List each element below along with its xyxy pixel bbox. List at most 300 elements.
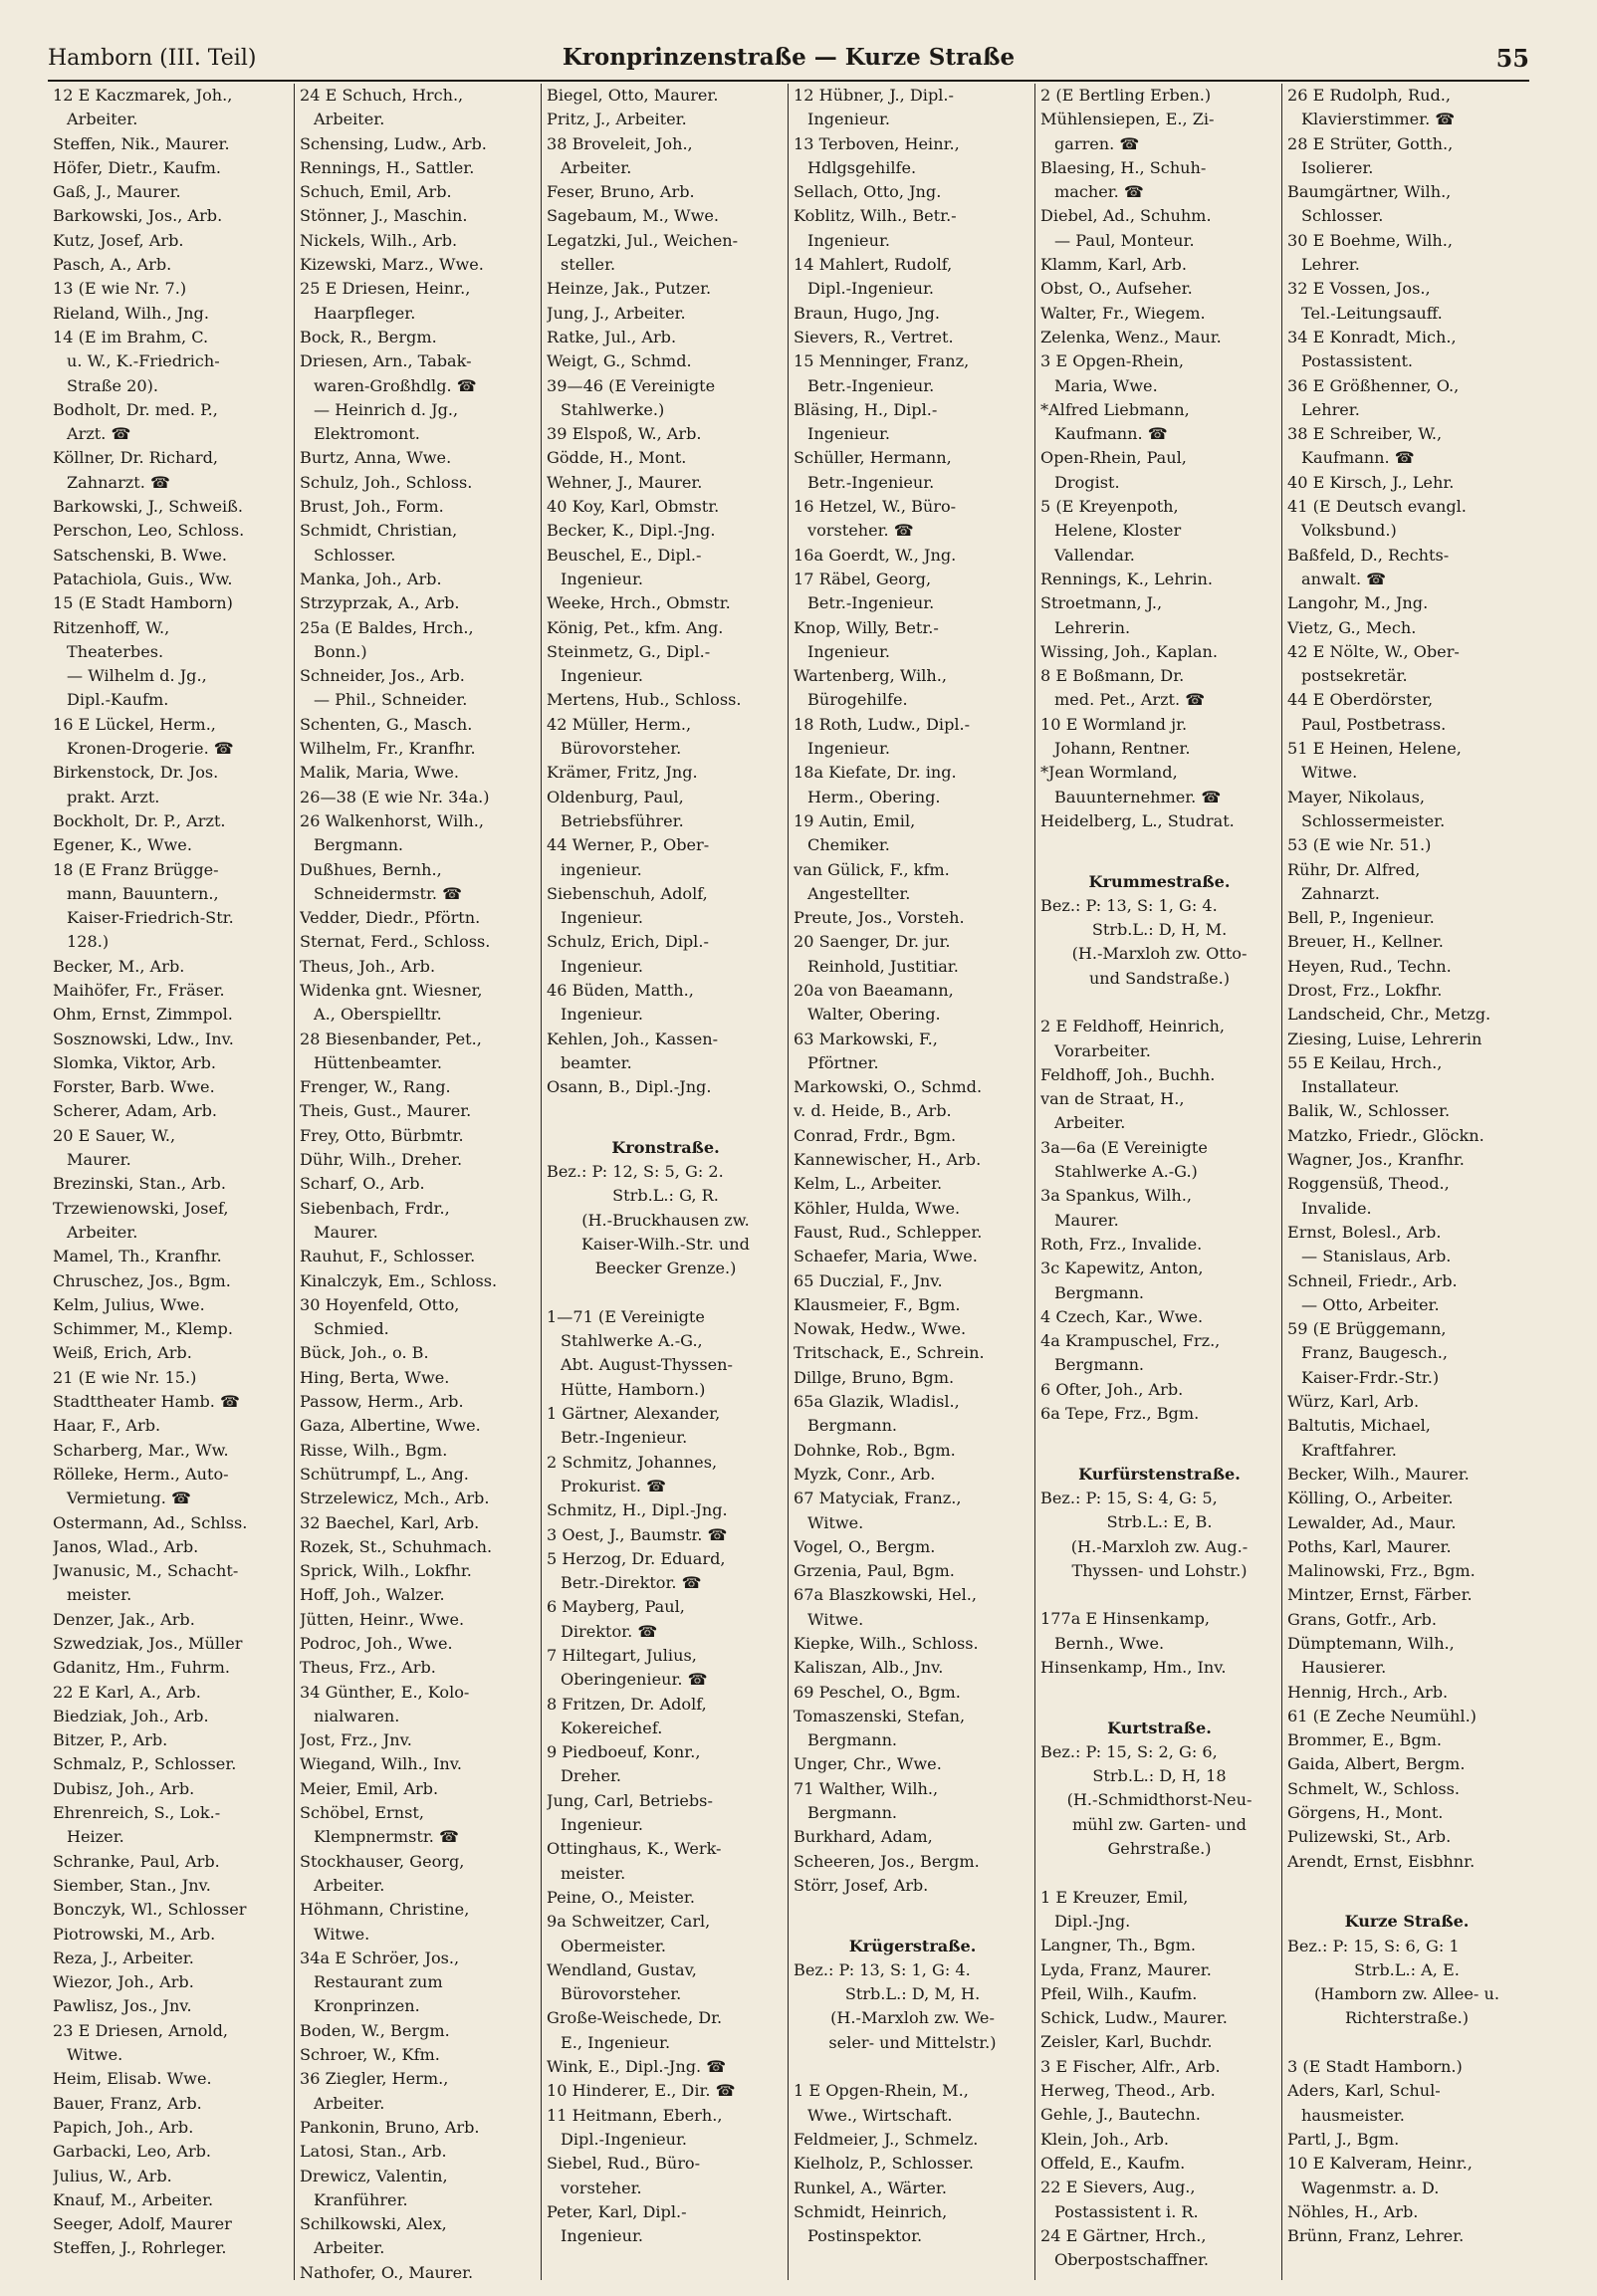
directory-entry: Maihöfer, Fr., Fräser. (53, 980, 225, 1000)
directory-entry: 15 (E Stadt Hamborn) (53, 593, 233, 613)
directory-entry: Nathofer, O., Maurer. (300, 2262, 474, 2280)
directory-entry: 2 Schmitz, Johannes, (547, 1452, 718, 1472)
entry-continuation: Zahnarzt. ☎ (67, 472, 171, 492)
directory-entry: Bodholt, Dr. med. P., (53, 399, 218, 419)
directory-entry: Runkel, A., Wärter. (794, 2178, 947, 2197)
entry-continuation: Johann, Rentner. (1054, 739, 1191, 759)
directory-entry: *Jean Wormland, (1040, 763, 1178, 783)
directory-entry: Manka, Joh., Arb. (300, 569, 442, 588)
entry-continuation: 128.) (67, 932, 110, 952)
street-info: (H.-Schmidthorst-Neu- (1066, 1790, 1253, 1810)
directory-entry: 61 (E Zeche Neumühl.) (1287, 1706, 1477, 1725)
directory-entry: 67 Matyciak, Franz., (794, 1489, 962, 1508)
street-info: Beecker Grenze.) (594, 1259, 737, 1278)
directory-entry: Bez.: P: 13, S: 1, G: 4. (794, 1959, 971, 1979)
directory-entry: Birkenstock, Dr. Jos. (53, 763, 219, 783)
entry-continuation: Schlosser. (314, 545, 396, 565)
directory-entry: Julius, W., Arb. (53, 2166, 172, 2185)
directory-entry: Patachiola, Guis., Ww. (53, 569, 233, 588)
directory-entry: Unger, Chr., Wwe. (794, 1754, 942, 1774)
directory-entry: Preute, Jos., Vorsteh. (794, 908, 965, 928)
directory-entry: Wartenberg, Wilh., (794, 666, 947, 686)
entry-continuation: Installateur. (1301, 1077, 1400, 1097)
directory-entry: 7 Hiltegart, Julius, (547, 1646, 697, 1665)
street-heading: Kurze Straße. (1344, 1912, 1470, 1932)
entry-continuation: Bergmann. (807, 1803, 898, 1823)
entry-continuation: nialwaren. (314, 1706, 400, 1725)
directory-entry: 71 Walther, Wilh., (794, 1778, 939, 1798)
entry-continuation: Schmied. (314, 1319, 389, 1339)
directory-entry: 25a (E Baldes, Hrch., (300, 617, 474, 637)
directory-entry: 3 E Opgen-Rhein, (1040, 351, 1184, 371)
directory-entry: Breuer, H., Kellner. (1287, 932, 1444, 952)
directory-entry: Satschenski, B. Wwe. (53, 545, 228, 565)
entry-continuation: Ingenieur. (561, 908, 643, 928)
directory-entry: Haar, F., Arb. (53, 1416, 161, 1436)
directory-entry: Papich, Joh., Arb. (53, 2117, 194, 2137)
directory-entry: Oldenburg, Paul, (547, 787, 684, 806)
entry-continuation: Hausierer. (1301, 1658, 1387, 1678)
entry-continuation: Kronen-Drogerie. ☎ (67, 739, 234, 759)
directory-entry: Schulz, Erich, Dipl.- (547, 932, 709, 952)
entry-continuation: hausmeister. (1301, 2105, 1405, 2125)
directory-entry: Partl, J., Bgm. (1287, 2129, 1400, 2149)
directory-entry: Pankonin, Bruno, Arb. (300, 2117, 480, 2137)
column-6 (1282, 84, 1529, 2280)
entry-continuation: Vallendar. (1054, 545, 1135, 565)
entry-continuation: Chemiker. (807, 835, 890, 855)
directory-entry: Jung, Carl, Betriebs- (547, 1790, 713, 1810)
entry-continuation: — Otto, Arbeiter. (1301, 1294, 1440, 1314)
entry-continuation: meister. (67, 1585, 132, 1605)
directory-entry: Schensing, Ludw., Arb. (300, 133, 487, 153)
entry-continuation: Paul, Postbetrass. (1301, 714, 1447, 734)
header-street-range: Kronprinzenstraße — Kurze Straße (562, 44, 1016, 71)
directory-entry: 5 (E Kreyenpoth, (1040, 497, 1179, 517)
directory-entry: Langner, Th., Bgm. (1040, 1936, 1196, 1955)
directory-entry: Becker, Wilh., Maurer. (1287, 1464, 1470, 1484)
directory-entry: Mayer, Nikolaus, (1287, 787, 1425, 806)
directory-entry: Walter, Fr., Wiegem. (1040, 303, 1206, 323)
directory-entry: 3 E Fischer, Alfr., Arb. (1040, 2056, 1221, 2076)
directory-entry: Weigt, G., Schmd. (547, 351, 692, 371)
directory-entry: Bauer, Franz, Arb. (53, 2093, 202, 2113)
directory-entry: Ziesing, Luise, Lehrerin (1287, 1029, 1483, 1048)
directory-entry: Würz, Karl, Arb. (1287, 1392, 1420, 1412)
directory-entry: 36 E Größhenner, O., (1287, 375, 1460, 395)
directory-entry: 41 (E Deutsch evangl. (1287, 497, 1467, 517)
entry-continuation: Oberpostschaffner. (1054, 2250, 1210, 2270)
directory-entry: Wagner, Jos., Kranfhr. (1287, 1150, 1465, 1170)
directory-entry: Stadttheater Hamb. ☎ (53, 1392, 241, 1412)
directory-entry: 13 Terboven, Heinr., (794, 133, 960, 153)
directory-entry: Becker, K., Dipl.-Jng. (547, 521, 716, 541)
directory-entry: Garbacki, Leo, Arb. (53, 2142, 212, 2162)
directory-entry: 19 Autin, Emil, (794, 810, 916, 830)
directory-entry: 21 (E wie Nr. 15.) (53, 1367, 197, 1387)
directory-entry: 4a Krampuschel, Frz., (1040, 1331, 1221, 1351)
street-info: Richterstraße.) (1344, 2008, 1469, 2028)
entry-continuation: ingenieur. (561, 859, 642, 879)
directory-entry: Schöbel, Ernst, (300, 1803, 424, 1823)
entry-continuation: — Paul, Monteur. (1054, 230, 1195, 250)
directory-entry: Langohr, M., Jng. (1287, 593, 1429, 613)
entry-continuation: Bernh., Wwe. (1054, 1633, 1165, 1653)
directory-entry: Knauf, M., Arbeiter. (53, 2189, 214, 2209)
street-heading: Kurfürstenstraße. (1078, 1464, 1241, 1484)
entry-continuation: Hdlgsgehilfe. (807, 157, 917, 177)
directory-entry: Podroc, Joh., Wwe. (300, 1634, 453, 1653)
street-info: und Sandstraße.) (1088, 968, 1231, 988)
entry-continuation: beamter. (561, 1052, 632, 1072)
entry-continuation: Lehrer. (1301, 399, 1360, 419)
directory-entry: Ohm, Ernst, Zimmpol. (53, 1005, 233, 1025)
directory-entry: Störr, Josef, Arb. (794, 1875, 929, 1895)
entry-continuation: Maurer. (67, 1150, 131, 1170)
directory-entry: Heyen, Rud., Techn. (1287, 956, 1452, 976)
directory-entry: Brezinski, Stan., Arb. (53, 1174, 226, 1194)
entry-continuation: Bauunternehmer. ☎ (1054, 787, 1222, 806)
directory-entry: Jwanusic, M., Schacht- (53, 1561, 239, 1581)
directory-entry: Hinsenkamp, Hm., Inv. (1040, 1658, 1227, 1677)
entry-continuation: Franz, Baugesch., (1301, 1343, 1449, 1363)
directory-entry (1040, 1583, 1278, 1607)
directory-entry: 16 Hetzel, W., Büro- (794, 497, 957, 517)
directory-entry: 32 E Vossen, Jos., (1287, 279, 1431, 299)
entry-continuation: Bürogehilfe. (807, 690, 908, 710)
directory-entry: Hennig, Hrch., Arb. (1287, 1682, 1449, 1702)
directory-entry: Wiezor, Joh., Arb. (53, 1972, 194, 1992)
directory-entry: 39 Elspoß, W., Arb. (547, 424, 702, 444)
street-info: Strb.L.: E, B. (1106, 1512, 1213, 1532)
directory-entry: 67a Blaszkowski, Hel., (794, 1585, 978, 1605)
entry-continuation: prakt. Arzt. (67, 787, 160, 806)
directory-entry: Bock, R., Bergm. (300, 327, 437, 346)
entry-continuation: Maria, Wwe. (1054, 375, 1158, 395)
directory-entry: Vedder, Diedr., Pförtn. (300, 908, 481, 928)
entry-continuation: Dipl.-Ingenieur. (561, 2129, 688, 2149)
entry-continuation: Bergmann. (807, 1730, 898, 1750)
directory-entry: 13 (E wie Nr. 7.) (53, 279, 187, 299)
directory-entry (1040, 991, 1278, 1015)
entry-continuation: Postassistent. (1301, 351, 1414, 371)
street-heading: Krummestraße. (1088, 871, 1231, 891)
directory-entry: Nickels, Wilh., Arb. (300, 230, 458, 250)
directory-entry: Open-Rhein, Paul, (1040, 448, 1187, 468)
directory-entry: Forster, Barb. Wwe. (53, 1077, 215, 1097)
entry-continuation: Reinhold, Justitiar. (807, 956, 959, 976)
entry-continuation: Arbeiter. (314, 110, 385, 129)
directory-entry: Nöhles, H., Arb. (1287, 2201, 1419, 2221)
directory-entry: 4 Czech, Kar., Wwe. (1040, 1306, 1204, 1326)
directory-entry: Risse, Wilh., Bgm. (300, 1440, 448, 1460)
entry-continuation: Betr.-Ingenieur. (807, 375, 935, 395)
entry-continuation: Witwe. (314, 1924, 370, 1944)
entry-continuation: Betr.-Ingenieur. (807, 593, 935, 613)
directory-entry: Kiepke, Wilh., Schloss. (794, 1634, 979, 1653)
directory-entry: Pfeil, Wilh., Kaufm. (1040, 1983, 1198, 2003)
directory-entry: Theus, Frz., Arb. (300, 1658, 436, 1678)
directory-entry: Stockhauser, Georg, (300, 1851, 465, 1871)
column-4 (789, 84, 1035, 2280)
entry-continuation: Bonn.) (314, 641, 367, 661)
directory-entry: Matzko, Friedr., Glöckn. (1287, 1125, 1484, 1145)
directory-entry: Vietz, G., Mech. (1287, 617, 1417, 637)
entry-continuation: Helene, Kloster (1054, 521, 1182, 541)
column-1 (48, 84, 295, 2280)
entry-continuation: Isolierer. (1301, 157, 1374, 177)
directory-entry: 1—71 (E Vereinigte (547, 1306, 705, 1326)
directory-entry: Kölling, O., Arbeiter. (1287, 1489, 1454, 1508)
entry-continuation: Bergmann. (807, 1416, 898, 1436)
directory-entry: 44 Werner, P., Ober- (547, 835, 710, 855)
directory-entry: Schick, Ludw., Maurer. (1040, 2008, 1228, 2028)
directory-entry: 63 Markowski, F., (794, 1029, 938, 1048)
directory-entry: Schuch, Emil, Arb. (300, 182, 452, 202)
directory-entry: 1 Gärtner, Alexander, (547, 1404, 721, 1424)
entry-continuation: Betr.-Ingenieur. (807, 472, 935, 492)
directory-entry: Grans, Gotfr., Arb. (1287, 1609, 1437, 1629)
directory-entry: Bitzer, P., Arb. (53, 1730, 168, 1750)
directory-entry: Lewalder, Ad., Maur. (1287, 1512, 1457, 1532)
directory-entry: 12 E Kaczmarek, Joh., (53, 86, 233, 105)
directory-entry: Bell, P., Ingenieur. (1287, 908, 1435, 928)
entry-continuation: u. W., K.-Friedrich- (67, 351, 220, 371)
directory-entry: Zelenka, Wenz., Maur. (1040, 327, 1222, 346)
directory-entry: 40 E Kirsch, J., Lehr. (1287, 472, 1455, 492)
entry-continuation: Bergmann. (1054, 1355, 1145, 1375)
directory-entry: 14 (E im Brahm, C. (53, 327, 209, 346)
directory-entry (547, 1099, 785, 1123)
directory-entry: Rieland, Wilh., Jng. (53, 303, 209, 323)
directory-entry: 24 E Gärtner, Hrch., (1040, 2225, 1207, 2245)
directory-entry: Herweg, Theod., Arb. (1040, 2081, 1216, 2101)
entry-continuation: E., Ingenieur. (561, 2032, 671, 2052)
directory-entry: Drewicz, Valentin, (300, 2166, 448, 2185)
entry-continuation: Betr.-Direktor. ☎ (561, 1573, 702, 1593)
directory-entry: Köllner, Dr. Richard, (53, 448, 219, 468)
directory-entry: Knop, Willy, Betr.- (794, 617, 939, 637)
entry-continuation: Kaufmann. ☎ (1301, 448, 1415, 468)
directory-entry: 22 E Sievers, Aug., (1040, 2178, 1196, 2197)
entry-continuation: Arzt. ☎ (67, 424, 131, 444)
directory-entry: Egener, K., Wwe. (53, 835, 192, 855)
directory-entry: Driesen, Arn., Tabak- (300, 351, 472, 371)
directory-entry: Blaesing, H., Schuh- (1040, 157, 1207, 177)
entry-continuation: Ingenieur. (807, 641, 890, 661)
street-info: (H.-Bruckhausen zw. (581, 1210, 750, 1230)
directory-entry: Ratke, Jul., Arb. (547, 327, 677, 346)
entry-continuation: postsekretär. (1301, 666, 1408, 686)
entry-continuation: vorsteher. (561, 2178, 642, 2197)
directory-entry: 59 (E Brüggemann, (1287, 1319, 1447, 1339)
directory-entry: 9 Piedboeuf, Konr., (547, 1742, 701, 1762)
directory-entry: Heim, Elisab. Wwe. (53, 2069, 212, 2089)
street-info: (Hamborn zw. Allee- u. (1314, 1984, 1499, 2004)
entry-continuation: Ingenieur. (561, 1005, 643, 1025)
directory-entry: 16 E Lückel, Herm., (53, 714, 216, 734)
directory-entry: Schneider, Jos., Arb. (300, 666, 465, 686)
entry-continuation: — Stanislaus, Arb. (1301, 1247, 1452, 1266)
entry-continuation: — Wilhelm d. Jg., (67, 666, 207, 686)
entry-continuation: Betriebsführer. (561, 810, 684, 830)
directory-entry: Baßfeld, D., Rechts- (1287, 545, 1450, 565)
directory-entry: Scharf, O., Arb. (300, 1174, 425, 1194)
directory-entry (1040, 1680, 1278, 1704)
directory-entry: Vogel, O., Bergm. (794, 1536, 936, 1556)
directory-entry: 15 Menninger, Franz, (794, 351, 970, 371)
entry-continuation: Witwe. (1301, 763, 1358, 783)
directory-entry: 20a von Baeamann, (794, 980, 954, 1000)
entry-continuation: Drogist. (1054, 472, 1120, 492)
entry-continuation: Ingenieur. (561, 666, 643, 686)
directory-entry (1040, 1861, 1278, 1885)
directory-entry: Kelm, Julius, Wwe. (53, 1294, 205, 1314)
directory-entry: Rölleke, Herm., Auto- (53, 1464, 229, 1484)
street-info: (H.-Marxloh zw. Otto- (1071, 944, 1248, 964)
entry-continuation: Kronprinzen. (314, 1996, 420, 2016)
entry-continuation: Schlosser. (1301, 206, 1384, 226)
directory-entry: 26 E Rudolph, Rud., (1287, 86, 1451, 105)
directory-entry: Kehlen, Joh., Kassen- (547, 1029, 719, 1048)
entry-continuation: Kokereichef. (561, 1718, 663, 1737)
directory-entry: Tritschack, E., Schrein. (794, 1343, 985, 1363)
entry-continuation: Maurer. (1054, 1210, 1119, 1230)
directory-entry (1040, 1426, 1278, 1450)
directory-entry: Bez.: P: 12, S: 5, G: 2. (547, 1162, 724, 1182)
directory-entry: Heidelberg, L., Studrat. (1040, 810, 1235, 830)
directory-entry: Roggensüß, Theod., (1287, 1174, 1450, 1194)
street-info: Strb.L.: D, H, M. (1091, 920, 1228, 940)
directory-entry: Schulz, Joh., Schloss. (300, 472, 473, 492)
directory-entry: Kannewischer, H., Arb. (794, 1150, 982, 1170)
directory-entry: Grzenia, Paul, Bgm. (794, 1561, 955, 1581)
directory-entry: 25 E Driesen, Heinr., (300, 279, 471, 299)
directory-entry: Sellach, Otto, Jng. (794, 182, 942, 202)
directory-entry: 46 Büden, Matth., (547, 980, 694, 1000)
directory-entry: Scheeren, Jos., Bergm. (794, 1851, 980, 1871)
entry-continuation: Arbeiter. (314, 2238, 385, 2258)
entry-continuation: Bergmann. (1054, 1282, 1145, 1302)
directory-entry: Kelm, L., Arbeiter. (794, 1174, 943, 1194)
directory-entry: Rozek, St., Schuhmach. (300, 1536, 493, 1556)
directory-entry: Beuschel, E., Dipl.- (547, 545, 702, 565)
directory-entry: Roth, Frz., Invalide. (1040, 1234, 1203, 1254)
directory-entry: Faust, Rud., Schlepper. (794, 1222, 983, 1242)
directory-entry: 17 Räbel, Georg, (794, 569, 932, 588)
entry-continuation: med. Pet., Arzt. ☎ (1054, 690, 1206, 710)
entry-continuation: anwalt. ☎ (1301, 569, 1387, 588)
directory-entry (794, 1898, 1031, 1922)
directory-entry: Sprick, Wilh., Lokfhr. (300, 1561, 472, 1581)
directory-entry: Osann, B., Dipl.-Jng. (547, 1077, 712, 1097)
entry-continuation: Haarpfleger. (314, 303, 416, 323)
directory-entry: 55 E Keilau, Hrch., (1287, 1052, 1443, 1072)
directory-entry: Steffen, Nik., Maurer. (53, 133, 230, 153)
directory-entry: Piotrowski, M., Arb. (53, 1924, 216, 1944)
directory-entry: Dühr, Wilh., Dreher. (300, 1150, 463, 1170)
entry-continuation: Hütte, Hamborn.) (561, 1379, 706, 1399)
entry-continuation: Arbeiter. (561, 157, 632, 177)
directory-entry: Legatzki, Jul., Weichen- (547, 230, 739, 250)
entry-continuation: A., Oberspielltr. (314, 1005, 442, 1025)
directory-entry: Offeld, E., Kaufm. (1040, 2153, 1186, 2173)
directory-entry: Szwedziak, Jos., Müller (53, 1634, 243, 1653)
directory-entry: Myzk, Conr., Arb. (794, 1464, 936, 1484)
directory-entry: Diebel, Ad., Schuhm. (1040, 206, 1212, 226)
entry-continuation: Restaurant zum (314, 1972, 443, 1992)
entry-continuation: Arbeiter. (314, 2093, 385, 2113)
directory-entry: Mertens, Hub., Schloss. (547, 690, 742, 710)
directory-entry: Höfer, Dietr., Kaufm. (53, 157, 221, 177)
directory-entry: 65a Glazik, Wladisl., (794, 1392, 960, 1412)
directory-entry: 44 E Oberdörster, (1287, 690, 1434, 710)
entry-continuation: Ingenieur. (807, 424, 890, 444)
street-info: Thyssen- und Lohstr.) (1071, 1560, 1248, 1580)
directory-entry: 177a E Hinsenkamp, (1040, 1609, 1211, 1629)
street-info: Strb.L.: D, M, H. (844, 1984, 981, 2004)
entry-continuation: Pförtner. (807, 1052, 879, 1072)
entry-continuation: Herm., Obering. (807, 787, 941, 806)
entry-continuation: Arbeiter. (1054, 1113, 1126, 1133)
directory-entry: Koblitz, Wilh., Betr.- (794, 206, 957, 226)
directory-entry: Boden, W., Bergm. (300, 2020, 450, 2040)
directory-entry: König, Pet., kfm. Ang. (547, 617, 724, 637)
entry-continuation: Witwe. (807, 1512, 864, 1532)
directory-entry (794, 2055, 1031, 2079)
directory-entry: Strzelewicz, Mch., Arb. (300, 1489, 490, 1508)
directory-entry: 26 Walkenhorst, Wilh., (300, 810, 484, 830)
directory-entry: Klausmeier, F., Bgm. (794, 1294, 961, 1314)
directory-entry: Köhler, Hulda, Wwe. (794, 1198, 961, 1218)
directory-entry: van de Straat, H., (1040, 1089, 1185, 1109)
directory-entry: Scharberg, Mar., Ww. (53, 1440, 229, 1460)
directory-entry: Schmalz, P., Schlosser. (53, 1754, 237, 1774)
directory-entry: Schüller, Hermann, (794, 448, 952, 468)
entry-continuation: Direktor. ☎ (561, 1621, 658, 1641)
directory-entry: Burkhard, Adam, (794, 1827, 933, 1847)
directory-entry: Kielholz, P., Schlosser. (794, 2154, 974, 2174)
directory-entry: Braun, Hugo, Jng. (794, 303, 940, 323)
directory-entry: Malik, Maria, Wwe. (300, 763, 460, 783)
entry-continuation: Vorarbeiter. (1054, 1040, 1151, 1060)
directory-entry: Scherer, Adam, Arb. (53, 1101, 218, 1121)
directory-entry: Baumgärtner, Wilh., (1287, 182, 1452, 202)
directory-entry: Schroer, W., Kfm. (300, 2045, 440, 2065)
directory-entry: Theus, Joh., Arb. (300, 956, 436, 976)
directory-entry: 3 Oest, J., Baumstr. ☎ (547, 1524, 728, 1544)
entry-continuation: Schneidermstr. ☎ (314, 883, 463, 903)
directory-entry: 38 Broveleit, Joh., (547, 133, 693, 153)
directory-entry: 30 Hoyenfeld, Otto, (300, 1294, 460, 1314)
directory-entry: Schilkowski, Alex, (300, 2214, 447, 2234)
directory-entry: 9a Schweitzer, Carl, (547, 1912, 711, 1932)
directory-entry: Ostermann, Ad., Schlss. (53, 1512, 248, 1532)
directory-entry: Barkowski, Jos., Arb. (53, 206, 223, 226)
directory-entry: Dümptemann, Wilh., (1287, 1634, 1455, 1653)
directory-entry: Rennings, K., Lehrin. (1040, 569, 1213, 588)
directory-entry: Sagebaum, M., Wwe. (547, 206, 719, 226)
directory-entry: Sosznowski, Ldw., Inv. (53, 1029, 234, 1048)
entry-continuation: Bürovorsteher. (561, 1984, 682, 2004)
street-heading: Krügerstraße. (848, 1936, 977, 1955)
directory-entry: Wendland, Gustav, (547, 1959, 697, 1979)
directory-entry: Balik, W., Schlosser. (1287, 1101, 1451, 1121)
entry-continuation: Walter, Obering. (807, 1005, 941, 1025)
entry-continuation: Dipl.-Kaufm. (67, 690, 169, 710)
directory-entry: 38 E Schreiber, W., (1287, 424, 1443, 444)
directory-entry: Mühlensiepen, E., Zi- (1040, 110, 1215, 129)
